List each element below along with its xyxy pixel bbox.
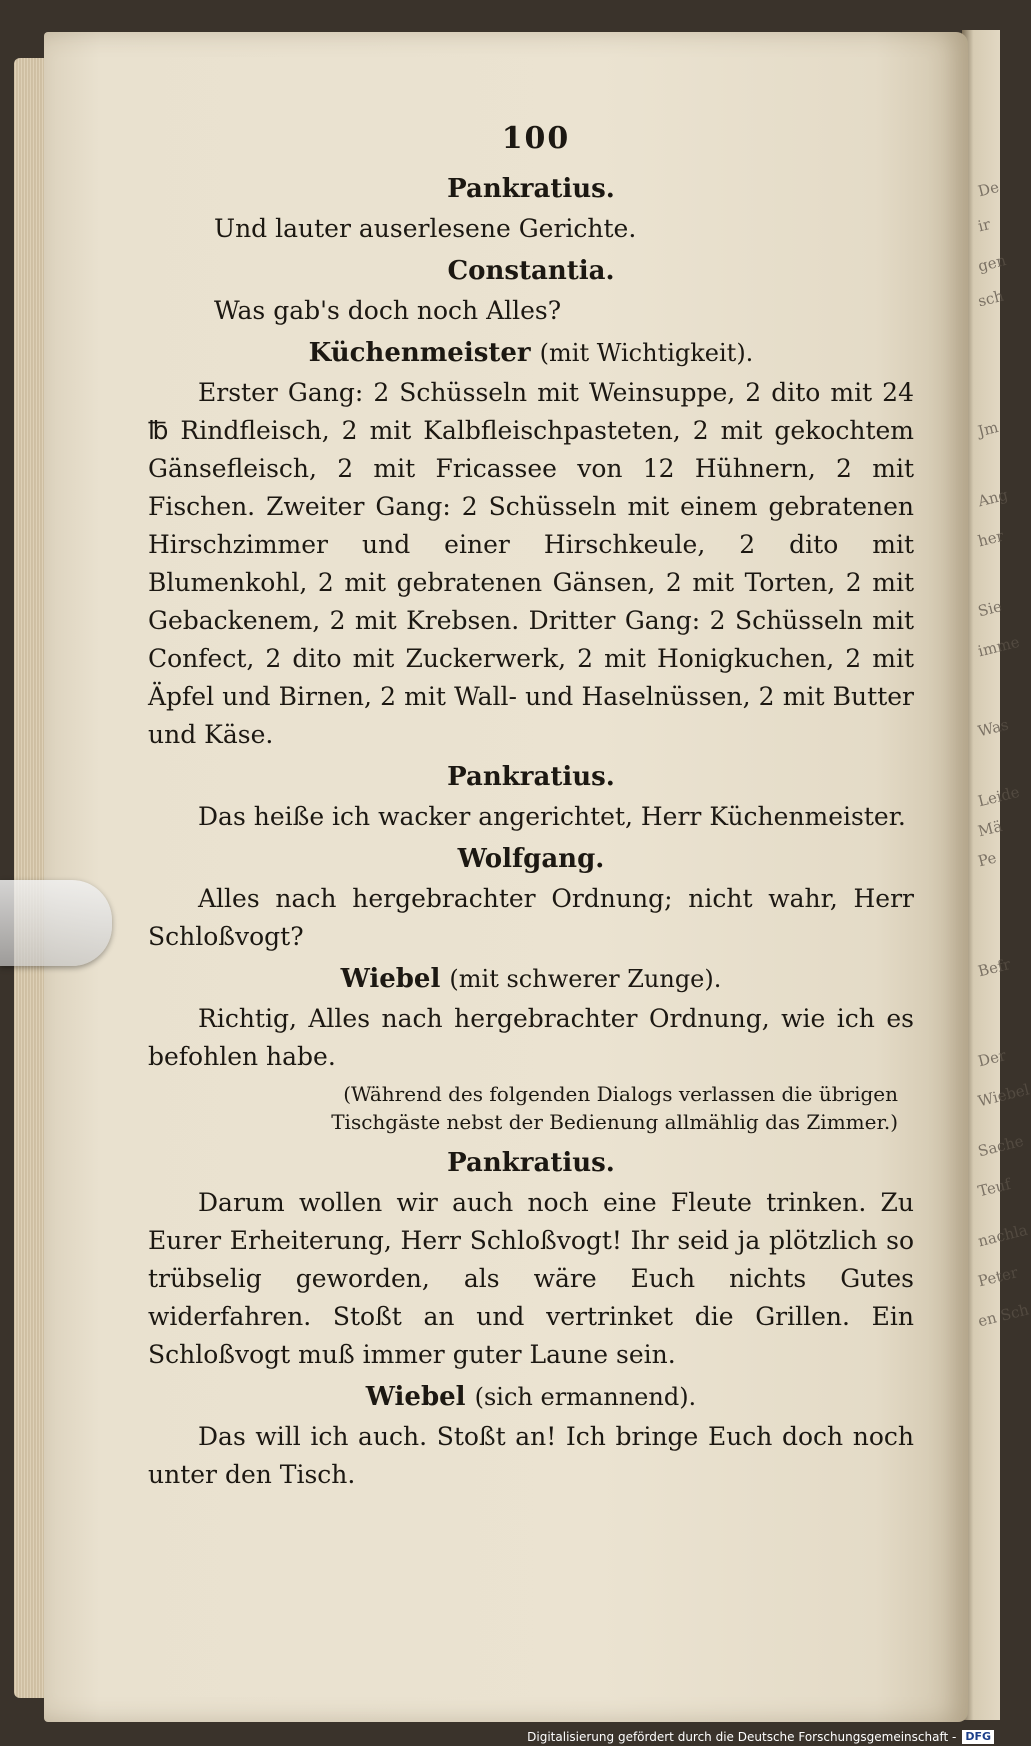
bleed-fragment: Sie: [976, 597, 1004, 621]
bleed-fragment: Pe: [976, 848, 999, 871]
bleed-fragment: Jm: [976, 418, 1001, 441]
dialogue-block-7: [148, 1144, 914, 1374]
dialogue-line: Richtig, Alles nach hergebrachter Ordnung, wie ich es befohlen habe.: [148, 1004, 914, 1071]
bleed-fragment: Ang: [976, 485, 1010, 511]
dialogue-line: Das will ich auch. Stoßt an! Ich bringe Euch doch noch unter den Tisch.: [148, 1422, 914, 1489]
dialogue-block-5: [148, 840, 914, 956]
stage-direction: (mit schwerer Zunge).: [449, 965, 722, 993]
dialogue-line: Was gab's doch noch Alles?: [214, 296, 562, 325]
page-number: 100: [501, 121, 571, 156]
dialogue-line: Das heiße ich wacker angerichtet, Herr Küchenmeister.: [198, 802, 906, 831]
page-content: [148, 120, 914, 1494]
footer-text: Digitalisierung gefördert durch die Deutsche Forschungsgemeinschaft -: [527, 1730, 957, 1744]
bleed-fragment: Peter: [976, 1263, 1020, 1291]
bleed-fragment: Der: [976, 1046, 1008, 1071]
bleed-fragment: Leide: [976, 782, 1022, 811]
bleed-fragment: Sache: [976, 1131, 1026, 1161]
bleed-fragment: nachla: [976, 1220, 1030, 1251]
speaker-name: Pankratius.: [447, 174, 615, 204]
bleed-fragment: her: [976, 526, 1006, 551]
bleed-fragment: Befr: [976, 955, 1013, 981]
bleed-fragment: sch: [976, 286, 1006, 311]
stage-direction-block: (Während des folgenden Dialogs verlassen die übrigen Tischgäste nebst der Bedienung allmählig das Zimmer.): [331, 1082, 898, 1134]
dialogue-block-8: [148, 1378, 914, 1494]
speaker-name: Wiebel (sich ermannend).: [365, 1382, 697, 1412]
speaker-name: Constantia.: [447, 256, 615, 286]
bleed-fragment: gen: [976, 251, 1008, 276]
speaker-name: Pankratius.: [447, 1148, 615, 1178]
speaker-name: Wolfgang.: [457, 844, 605, 874]
dfg-logo: DFG: [962, 1730, 994, 1744]
bleed-fragment: imme: [976, 632, 1022, 661]
dialogue-line: Darum wollen wir auch noch eine Fleute trinken. Zu Eurer Erheiterung, Herr Schloßvogt! Ihr seid ja plötzlich so trübselig geworden, als wäre Euch nichts Gutes widerfahren. Stoßt an und vertrinket die Grillen. Ein Schloßvogt muß immer guter Laune sein.: [148, 1188, 914, 1369]
bleed-fragment: Mä: [976, 817, 1005, 841]
stage-direction: (mit Wichtigkeit).: [539, 339, 754, 367]
bleed-fragment: Wiebel: [976, 1080, 1031, 1111]
digitization-footer: [527, 1730, 994, 1744]
dialogue-line: Und lauter auserlesene Gerichte.: [214, 214, 637, 243]
bleed-fragment: en Sch: [976, 1300, 1031, 1331]
dialogue-block-2: [148, 252, 914, 330]
bleed-fragment: De: [976, 177, 1001, 201]
dialogue-block-3: [148, 334, 914, 754]
bleed-fragment: Was: [976, 715, 1011, 741]
bookmark-clip: [0, 880, 112, 966]
speaker-name: Küchenmeister (mit Wichtigkeit).: [308, 338, 754, 368]
dialogue-block-1: [148, 170, 914, 248]
dialogue-line: Erster Gang: 2 Schüsseln mit Weinsuppe, 2 dito mit 24 ℔ Rindfleisch, 2 mit Kalbfleischpasteten, 2 mit gekochtem Gänsefleisch, 2 mit Fricassee von 12 Hühnern, 2 mit Fischen. Zweiter Gang: 2 Schüsseln mit einem gebratenen Hirschzimmer und einer Hirschkeule, 2 dito mit Blumenkohl, 2 mit gebratenen Gänsen, 2 mit Torten, 2 mit Gebackenem, 2 mit Krebsen. Dritter Gang: 2 Schüsseln mit Confect, 2 dito mit Zuckerwerk, 2 mit Honigkuchen, 2 mit Äpfel und Birnen, 2 mit Wall- und Haselnüssen, 2 mit Butter und Käse.: [148, 378, 914, 749]
bleed-fragment: ir: [976, 215, 993, 236]
bleed-fragment: Teuf: [976, 1174, 1013, 1201]
speaker-name: Wiebel (mit schwerer Zunge).: [340, 964, 722, 994]
dialogue-line: Alles nach hergebrachter Ordnung; nicht wahr, Herr Schloßvogt?: [148, 884, 914, 951]
dialogue-block-6: [148, 960, 914, 1076]
dialogue-block-4: [148, 758, 914, 836]
speaker-name: Pankratius.: [447, 762, 615, 792]
stage-direction: (sich ermannend).: [474, 1383, 697, 1411]
